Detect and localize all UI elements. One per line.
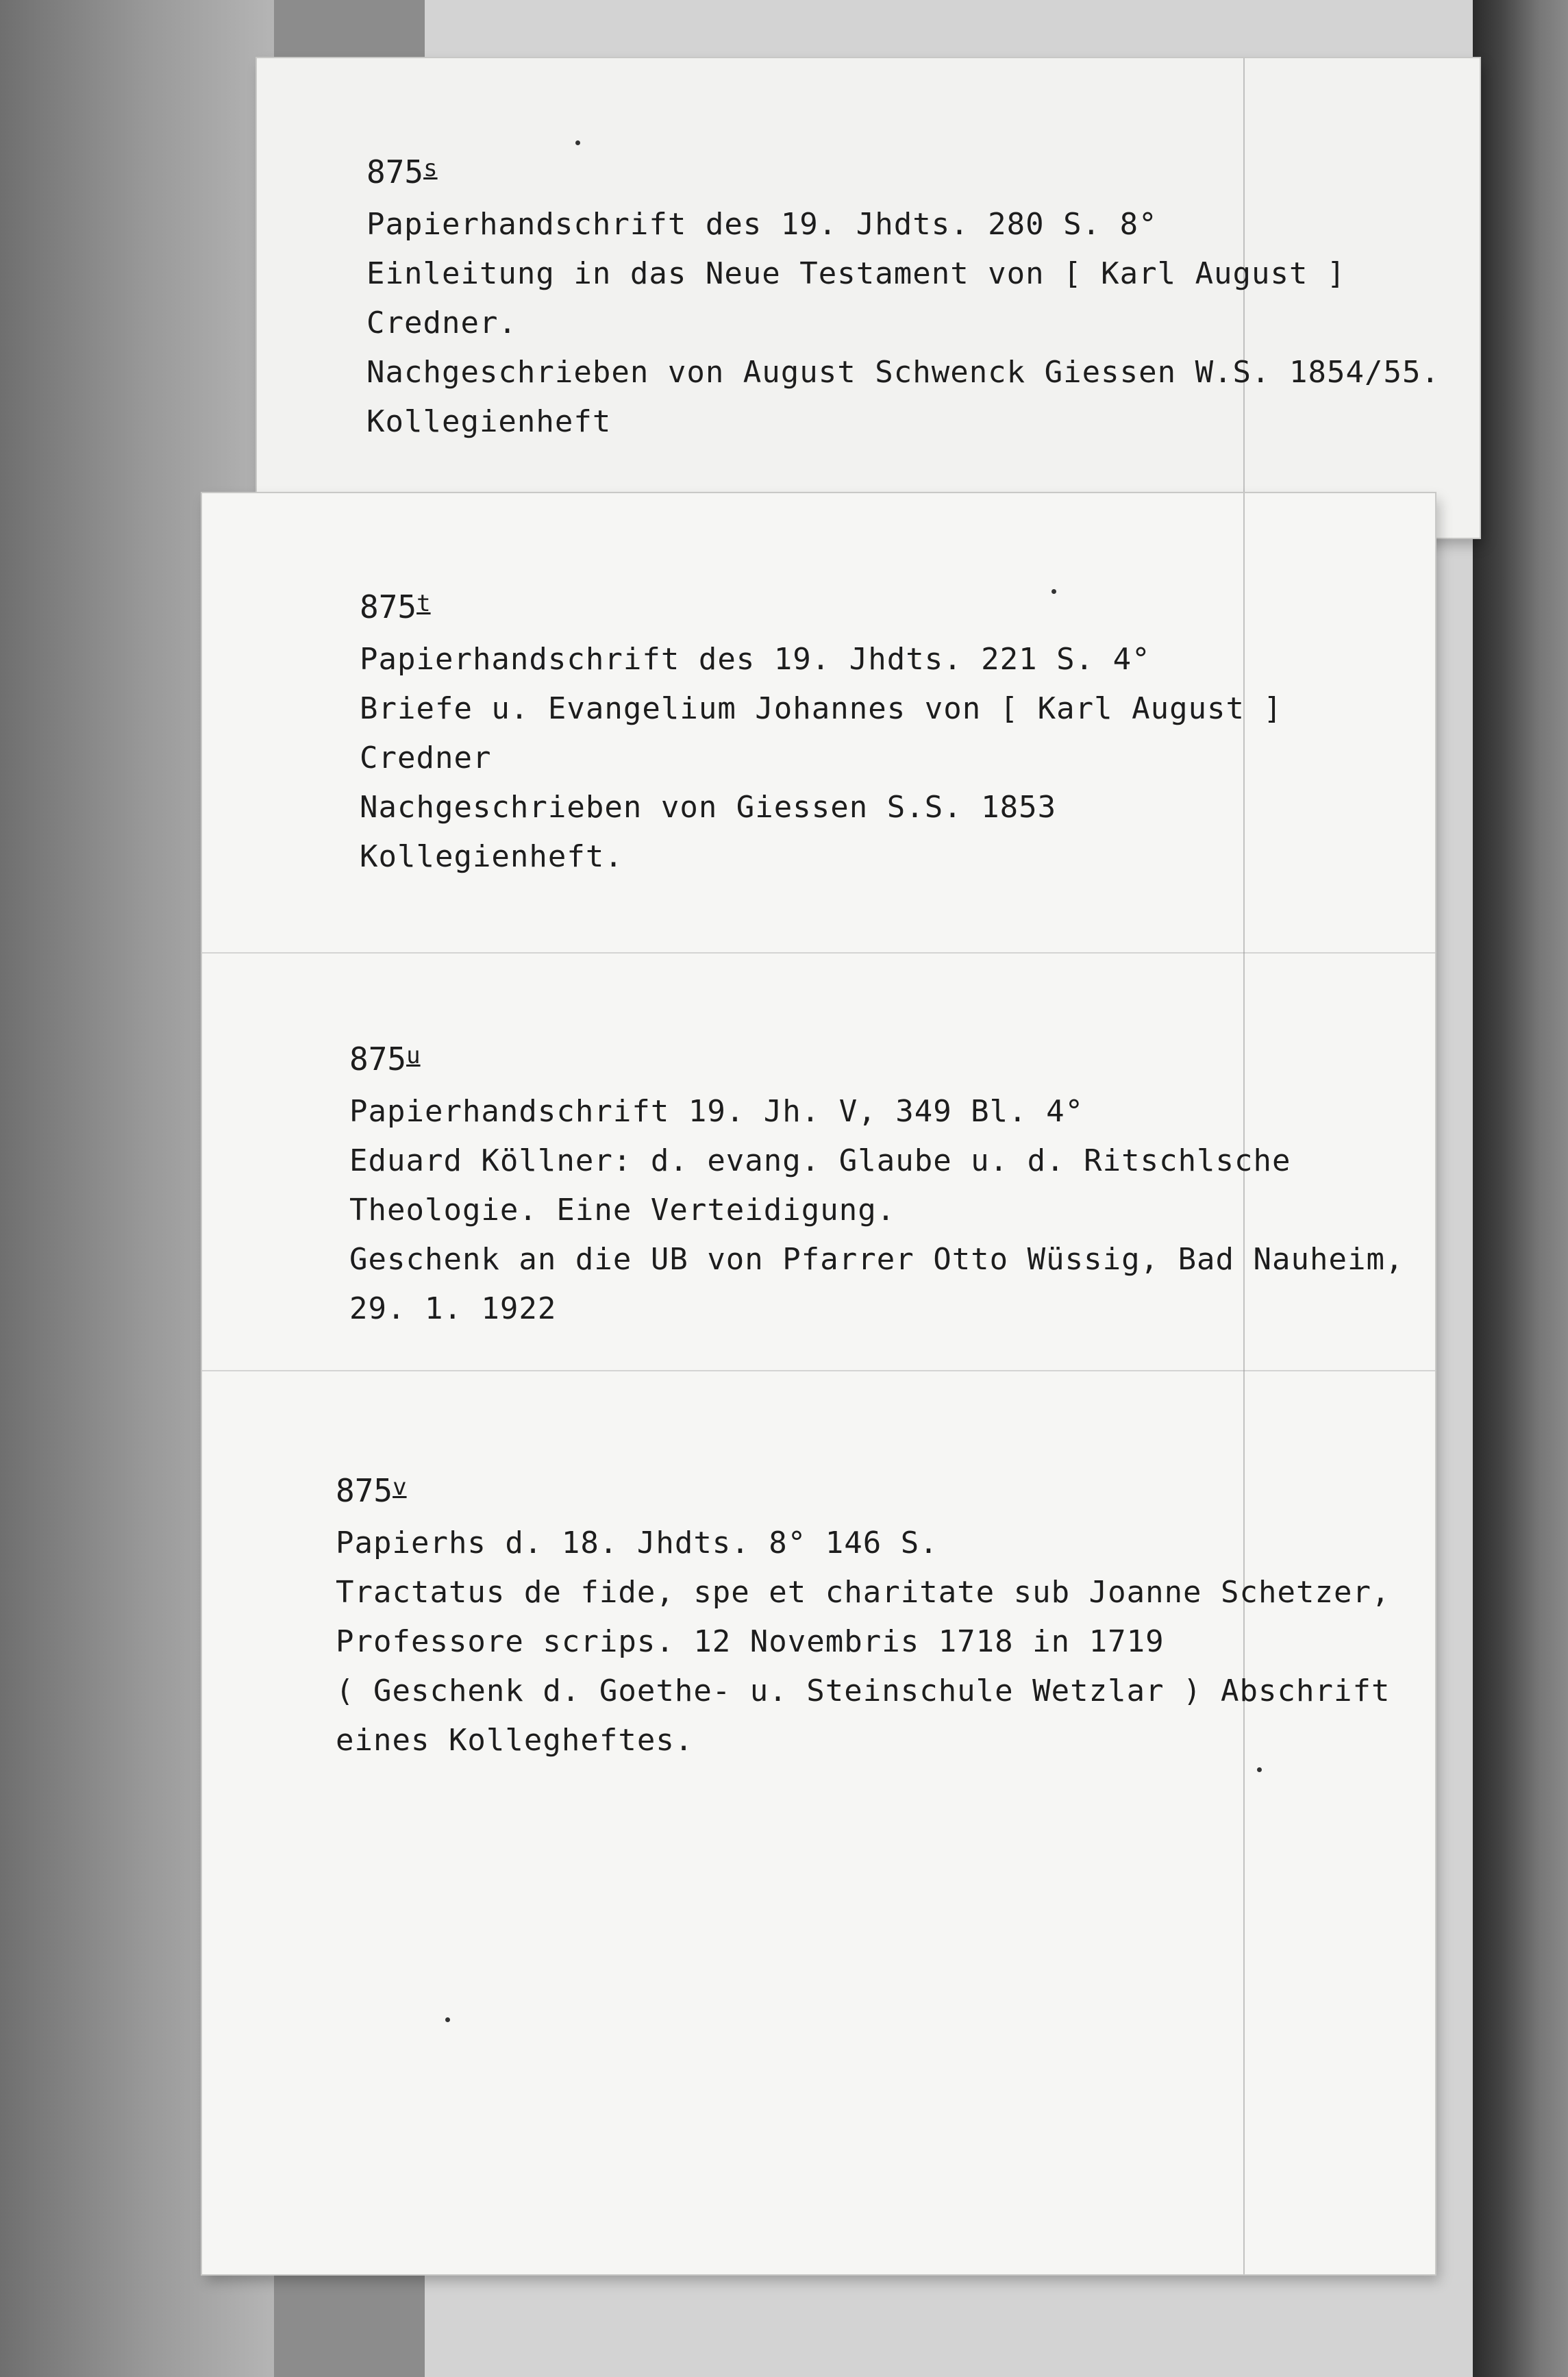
shelfmark: 875$^s$ (366, 153, 438, 190)
fold-crease (202, 952, 1435, 954)
entry-875t (360, 582, 1282, 882)
entry-line: Eduard Köllner: d. evang. Glaube u. d. Ritschlsche (349, 1143, 1291, 1178)
speck (575, 140, 580, 145)
background-right (1473, 0, 1568, 2377)
entry-line: Tractatus de fide, spe et charitate sub Joanne Schetzer, (336, 1575, 1391, 1610)
entry-line: Einleitung in das Neue Testament von [ Karl August ] (366, 256, 1346, 291)
entry-line: Papierhandschrift 19. Jh. V, 349 Bl. 4° (349, 1094, 1084, 1129)
catalog-card-875s (257, 58, 1480, 538)
entry-875v (336, 1466, 1390, 1765)
entry-line: Papierhandschrift des 19. Jhdts. 221 S. 4° (360, 642, 1151, 677)
entry-line: Professore scrips. 12 Novembris 1718 in 1719 (336, 1624, 1165, 1659)
entry-line: eines Kollegheftes. (336, 1723, 694, 1758)
entry-line: Credner (360, 741, 492, 775)
shelfmark: 875$^t$ (360, 588, 431, 625)
speck (445, 2017, 450, 2022)
entry-line: Kollegienheft. (360, 839, 623, 874)
entry-line: 29. 1. 1922 (349, 1291, 557, 1326)
entry-line: Nachgeschrieben von Giessen S.S. 1853 (360, 790, 1057, 825)
entry-line: Briefe u. Evangelium Johannes von [ Karl August ] (360, 691, 1283, 726)
shelfmark: 875$^v$ (336, 1472, 407, 1509)
entry-875u (349, 1034, 1404, 1334)
entry-line: Credner. (366, 306, 517, 340)
entry-line: Theologie. Eine Verteidigung. (349, 1193, 896, 1228)
entry-line: Papierhs d. 18. Jhdts. 8° 146 S. (336, 1526, 938, 1560)
catalog-card-main (202, 493, 1435, 2274)
entry-line: ( Geschenk d. Goethe- u. Steinschule Wetzlar ) Abschrift (336, 1673, 1391, 1708)
speck (1257, 1767, 1262, 1772)
entry-line: Nachgeschrieben von August Schwenck Giessen W.S. 1854/55. (366, 355, 1440, 390)
entry-875s (366, 147, 1440, 447)
shelfmark: 875$^u$ (349, 1041, 421, 1078)
entry-line: Geschenk an die UB von Pfarrer Otto Wüssig, Bad Nauheim, (349, 1242, 1404, 1277)
entry-line: Kollegienheft (366, 404, 612, 439)
entry-line: Papierhandschrift des 19. Jhdts. 280 S. 8° (366, 207, 1158, 242)
fold-crease (202, 1370, 1435, 1371)
